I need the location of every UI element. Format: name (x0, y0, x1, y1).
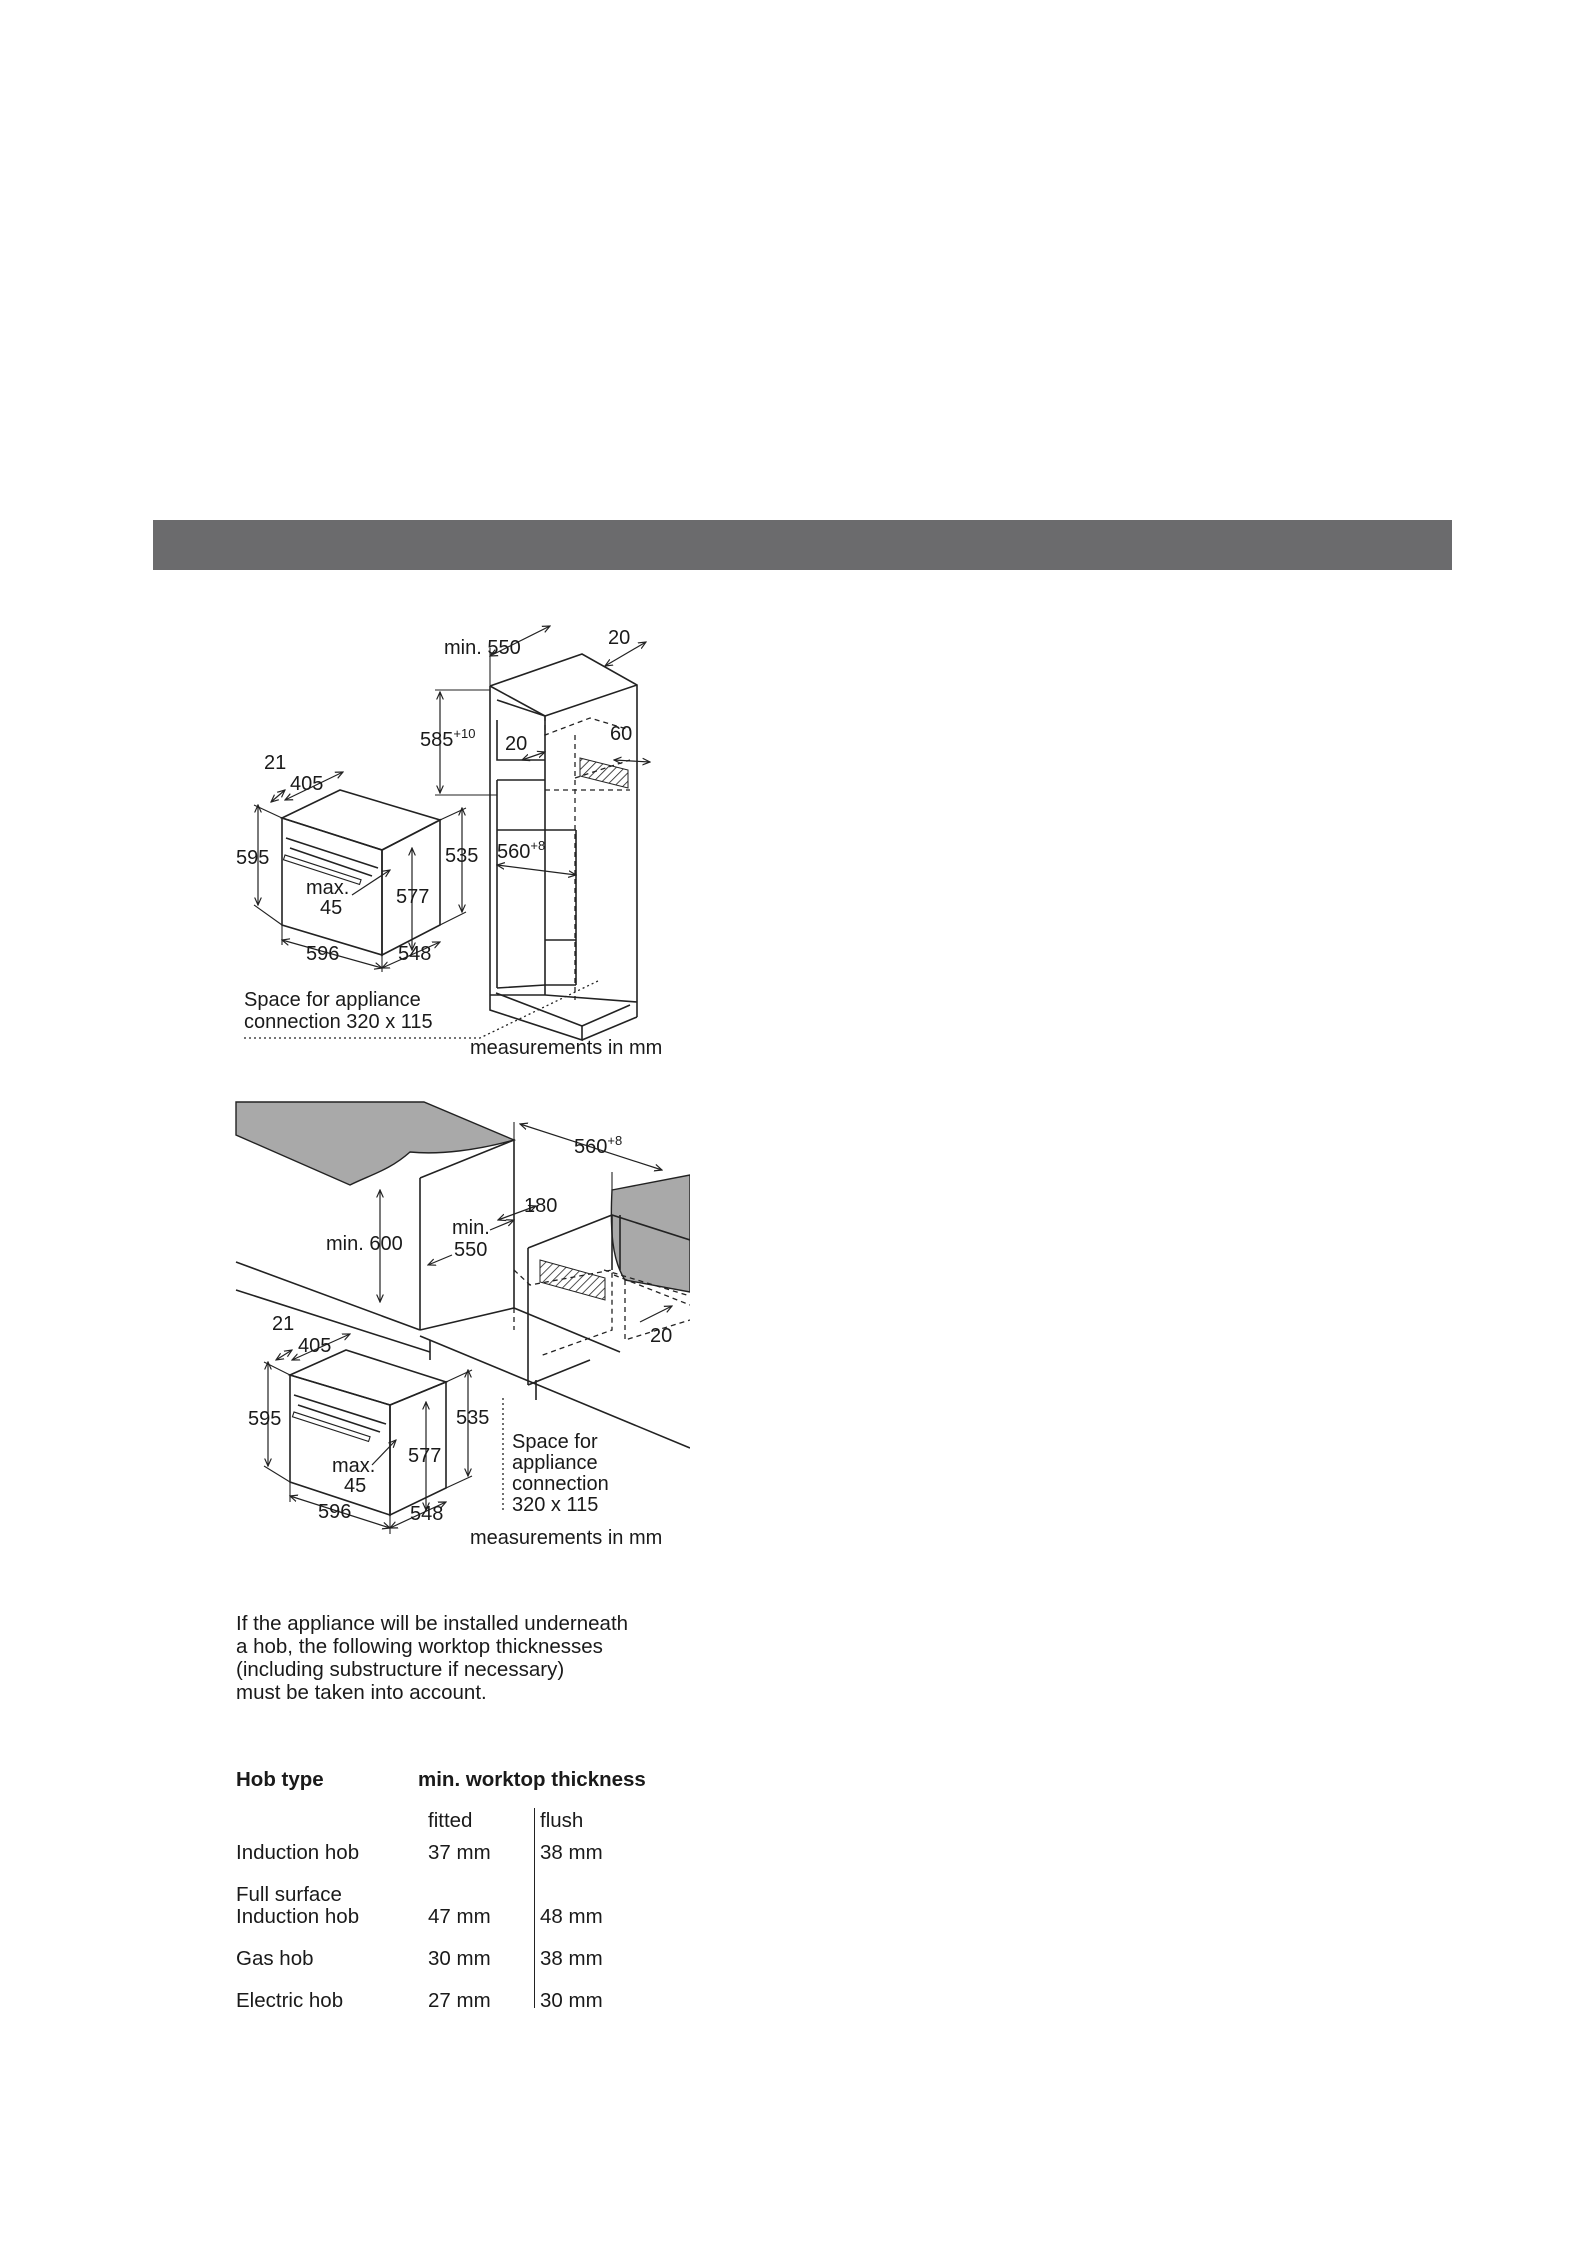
row-type: Induction hob (236, 1841, 360, 1864)
row-flush: 30 mm (540, 1989, 603, 2012)
under-hob-cabinet (236, 1140, 690, 1448)
oven-dim-577: 577 (396, 886, 430, 908)
dim-min-550: min. 550 (444, 637, 521, 659)
oven-unit (282, 790, 440, 955)
oven-hob-dim-596: 596 (318, 1501, 352, 1523)
oven-dim-max: max. (306, 877, 350, 899)
dim-560-hob: $560^{+8}$ (574, 1133, 623, 1158)
column-separator (534, 1808, 535, 2008)
row-flush: 38 mm (540, 1841, 603, 1864)
oven-dim-548: 548 (398, 943, 432, 965)
dim-60: 60 (610, 723, 633, 745)
oven-dim-405: 405 (290, 773, 324, 795)
row-flush: 48 mm (540, 1905, 603, 1928)
space-note-line2: connection 320 x 115 (244, 1011, 433, 1033)
row-fitted: 27 mm (428, 1989, 491, 2012)
oven-hob-dim-595: 595 (248, 1408, 282, 1430)
space-note-hob-l4: 320 x 115 (512, 1494, 599, 1516)
row-type: Full surface Induction hob (236, 1883, 360, 1928)
measurements-note-2: measurements in mm (470, 1527, 663, 1549)
col-hob-type: Hob type (236, 1768, 324, 1791)
oven-dim-21: 21 (264, 752, 287, 774)
row-type: Electric hob (236, 1989, 344, 2012)
oven-hob-dim-405: 405 (298, 1335, 332, 1357)
tall-unit-installation-diagram (230, 620, 690, 1070)
space-note-line1: Space for appliance (244, 989, 421, 1011)
oven-hob-dim-577: 577 (408, 1445, 442, 1467)
oven-dim-max-45: 45 (320, 897, 343, 919)
dim-20-inner: 20 (505, 733, 528, 755)
dim-585: $585^{+10}$ (420, 726, 476, 751)
row-fitted: 30 mm (428, 1947, 491, 1970)
oven-unit-hob (290, 1350, 446, 1515)
sub-fitted: fitted (428, 1809, 473, 1832)
col-min-thickness: min. worktop thickness (418, 1768, 646, 1791)
space-note-hob-l2: appliance (512, 1452, 598, 1474)
oven-hob-dim-548: 548 (410, 1503, 444, 1525)
install-note: If the appliance will be installed underneath a hob, the following worktop thicknesses (including substructure if necessary) must be taken into account. (236, 1612, 629, 1704)
oven-hob-dim-max-45: 45 (344, 1475, 367, 1497)
worktop-right (611, 1175, 690, 1292)
worktop-left (236, 1102, 514, 1185)
row-fitted: 37 mm (428, 1841, 491, 1864)
section-header-bar (153, 520, 1452, 570)
row-type: Gas hob (236, 1947, 314, 1970)
oven-hob-dim-max: max. (332, 1455, 376, 1477)
sub-flush: flush (540, 1809, 584, 1832)
measurements-note-1: measurements in mm (470, 1037, 663, 1059)
oven-dim-596: 596 (306, 943, 340, 965)
dim-550-hob: 550 (454, 1239, 488, 1261)
under-hob-installation-diagram (230, 1095, 690, 1560)
dim-180: 180 (524, 1195, 558, 1217)
dim-min-600: min. 600 (326, 1233, 403, 1255)
space-note-hob-l1: Space for (512, 1431, 598, 1453)
dim-20-hob: 20 (650, 1325, 673, 1347)
dim-560: $560^{+8}$ (497, 838, 546, 863)
oven-hob-dim-21: 21 (272, 1313, 295, 1335)
dim-min: min. (452, 1217, 490, 1239)
oven-dim-535: 535 (445, 845, 479, 867)
row-fitted: 47 mm (428, 1905, 491, 1928)
dim-20-top: 20 (608, 627, 631, 649)
space-note-hob-l3: connection (512, 1473, 609, 1495)
oven-dim-595: 595 (236, 847, 270, 869)
oven-hob-dim-535: 535 (456, 1407, 490, 1429)
row-flush: 38 mm (540, 1947, 603, 1970)
